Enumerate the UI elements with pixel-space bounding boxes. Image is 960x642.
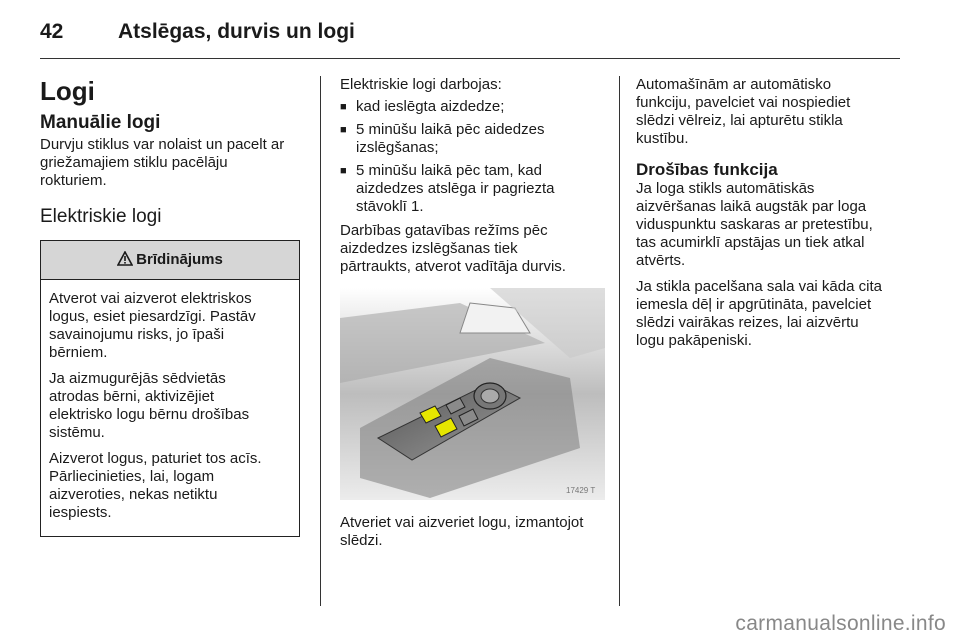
list-item: ■ kad ieslēgta aizdedze;	[340, 98, 605, 116]
list-item: ■ 5 minūšu laikā pēc tam, kad aizdedzes atslēga ir pagriezta stāvoklī 1.	[340, 162, 605, 216]
electric-intro: Elektriskie logi darbojas:	[340, 76, 502, 93]
safety-paragraph-2: Ja stikla pacelšana sala vai kāda cita iemesla dēļ ir apgrūtināta, pavelciet slēdzi vairākas reizes, lai aizvērtu logu pakāpeniski.	[636, 278, 882, 349]
window-switch-photo	[340, 288, 605, 500]
column-divider-1	[320, 76, 321, 606]
column-3	[636, 76, 906, 358]
image-caption: Atveriet vai aizveriet logu, izmantojot slēdzi.	[340, 514, 584, 549]
page-number: 42	[40, 20, 64, 43]
chapter-title: Atslēgas, durvis un logi	[118, 20, 355, 43]
warning-header	[41, 241, 299, 280]
column-2	[340, 76, 605, 558]
warning-paragraph: Aizverot logus, paturiet tos acīs. Pārliecinieties, lai, logam aizveroties, nekas netiktu iespiests.	[49, 450, 262, 521]
list-item: ■ 5 minūšu laikā pēc aidedzes izslēgšanas;	[340, 121, 605, 157]
column-divider-2	[619, 76, 620, 606]
warning-paragraph: Ja aizmugurējās sēdvietās atrodas bērni, aktivizējiet elektrisko logu bērnu drošības sistēmu.	[49, 370, 250, 441]
warning-box	[40, 240, 300, 537]
manual-windows-text: Durvju stiklus var nolaist un pacelt ar griežamajiem stiklu pacēlāju rokturiem.	[40, 136, 285, 189]
manual-windows-heading: Manuālie logi	[40, 112, 161, 133]
header-rule	[40, 58, 900, 59]
electric-windows-heading: Elektriskie logi	[40, 206, 162, 227]
warning-body	[41, 280, 299, 536]
safety-function-heading: Drošības funkcija	[636, 160, 778, 179]
warning-paragraph: Atverot vai aizverot elektriskos logus, esiet piesardzīgi. Pastāv savainojumu risks, jo īpaši bērniem.	[49, 290, 256, 361]
standby-paragraph: Darbības gatavības režīms pēc aizdedzes izslēgšanas tiek pārtraukts, atverot vadītāja durvis.	[340, 222, 566, 275]
auto-function-text: Automašīnām ar automātisko funkciju, pavelciet vai nospiediet slēdzi vēlreiz, lai apturētu stikla kustību.	[636, 76, 851, 147]
watermark: carmanualsonline.info	[735, 612, 946, 635]
safety-paragraph-1: Ja loga stikls automātiskās aizvēršanas laikā augstāk par loga viduspunktu saskaras ar pretestību, tas acumirklī apstājas un tiek atkal atvērts.	[636, 180, 873, 269]
warning-title: Brīdinājums	[136, 251, 223, 268]
page-header	[40, 18, 900, 58]
warning-triangle-icon	[117, 251, 133, 270]
image-code: 17429 T	[566, 486, 596, 495]
column-1	[40, 76, 305, 537]
section-title: Logi	[40, 76, 95, 106]
conditions-list	[340, 98, 605, 216]
